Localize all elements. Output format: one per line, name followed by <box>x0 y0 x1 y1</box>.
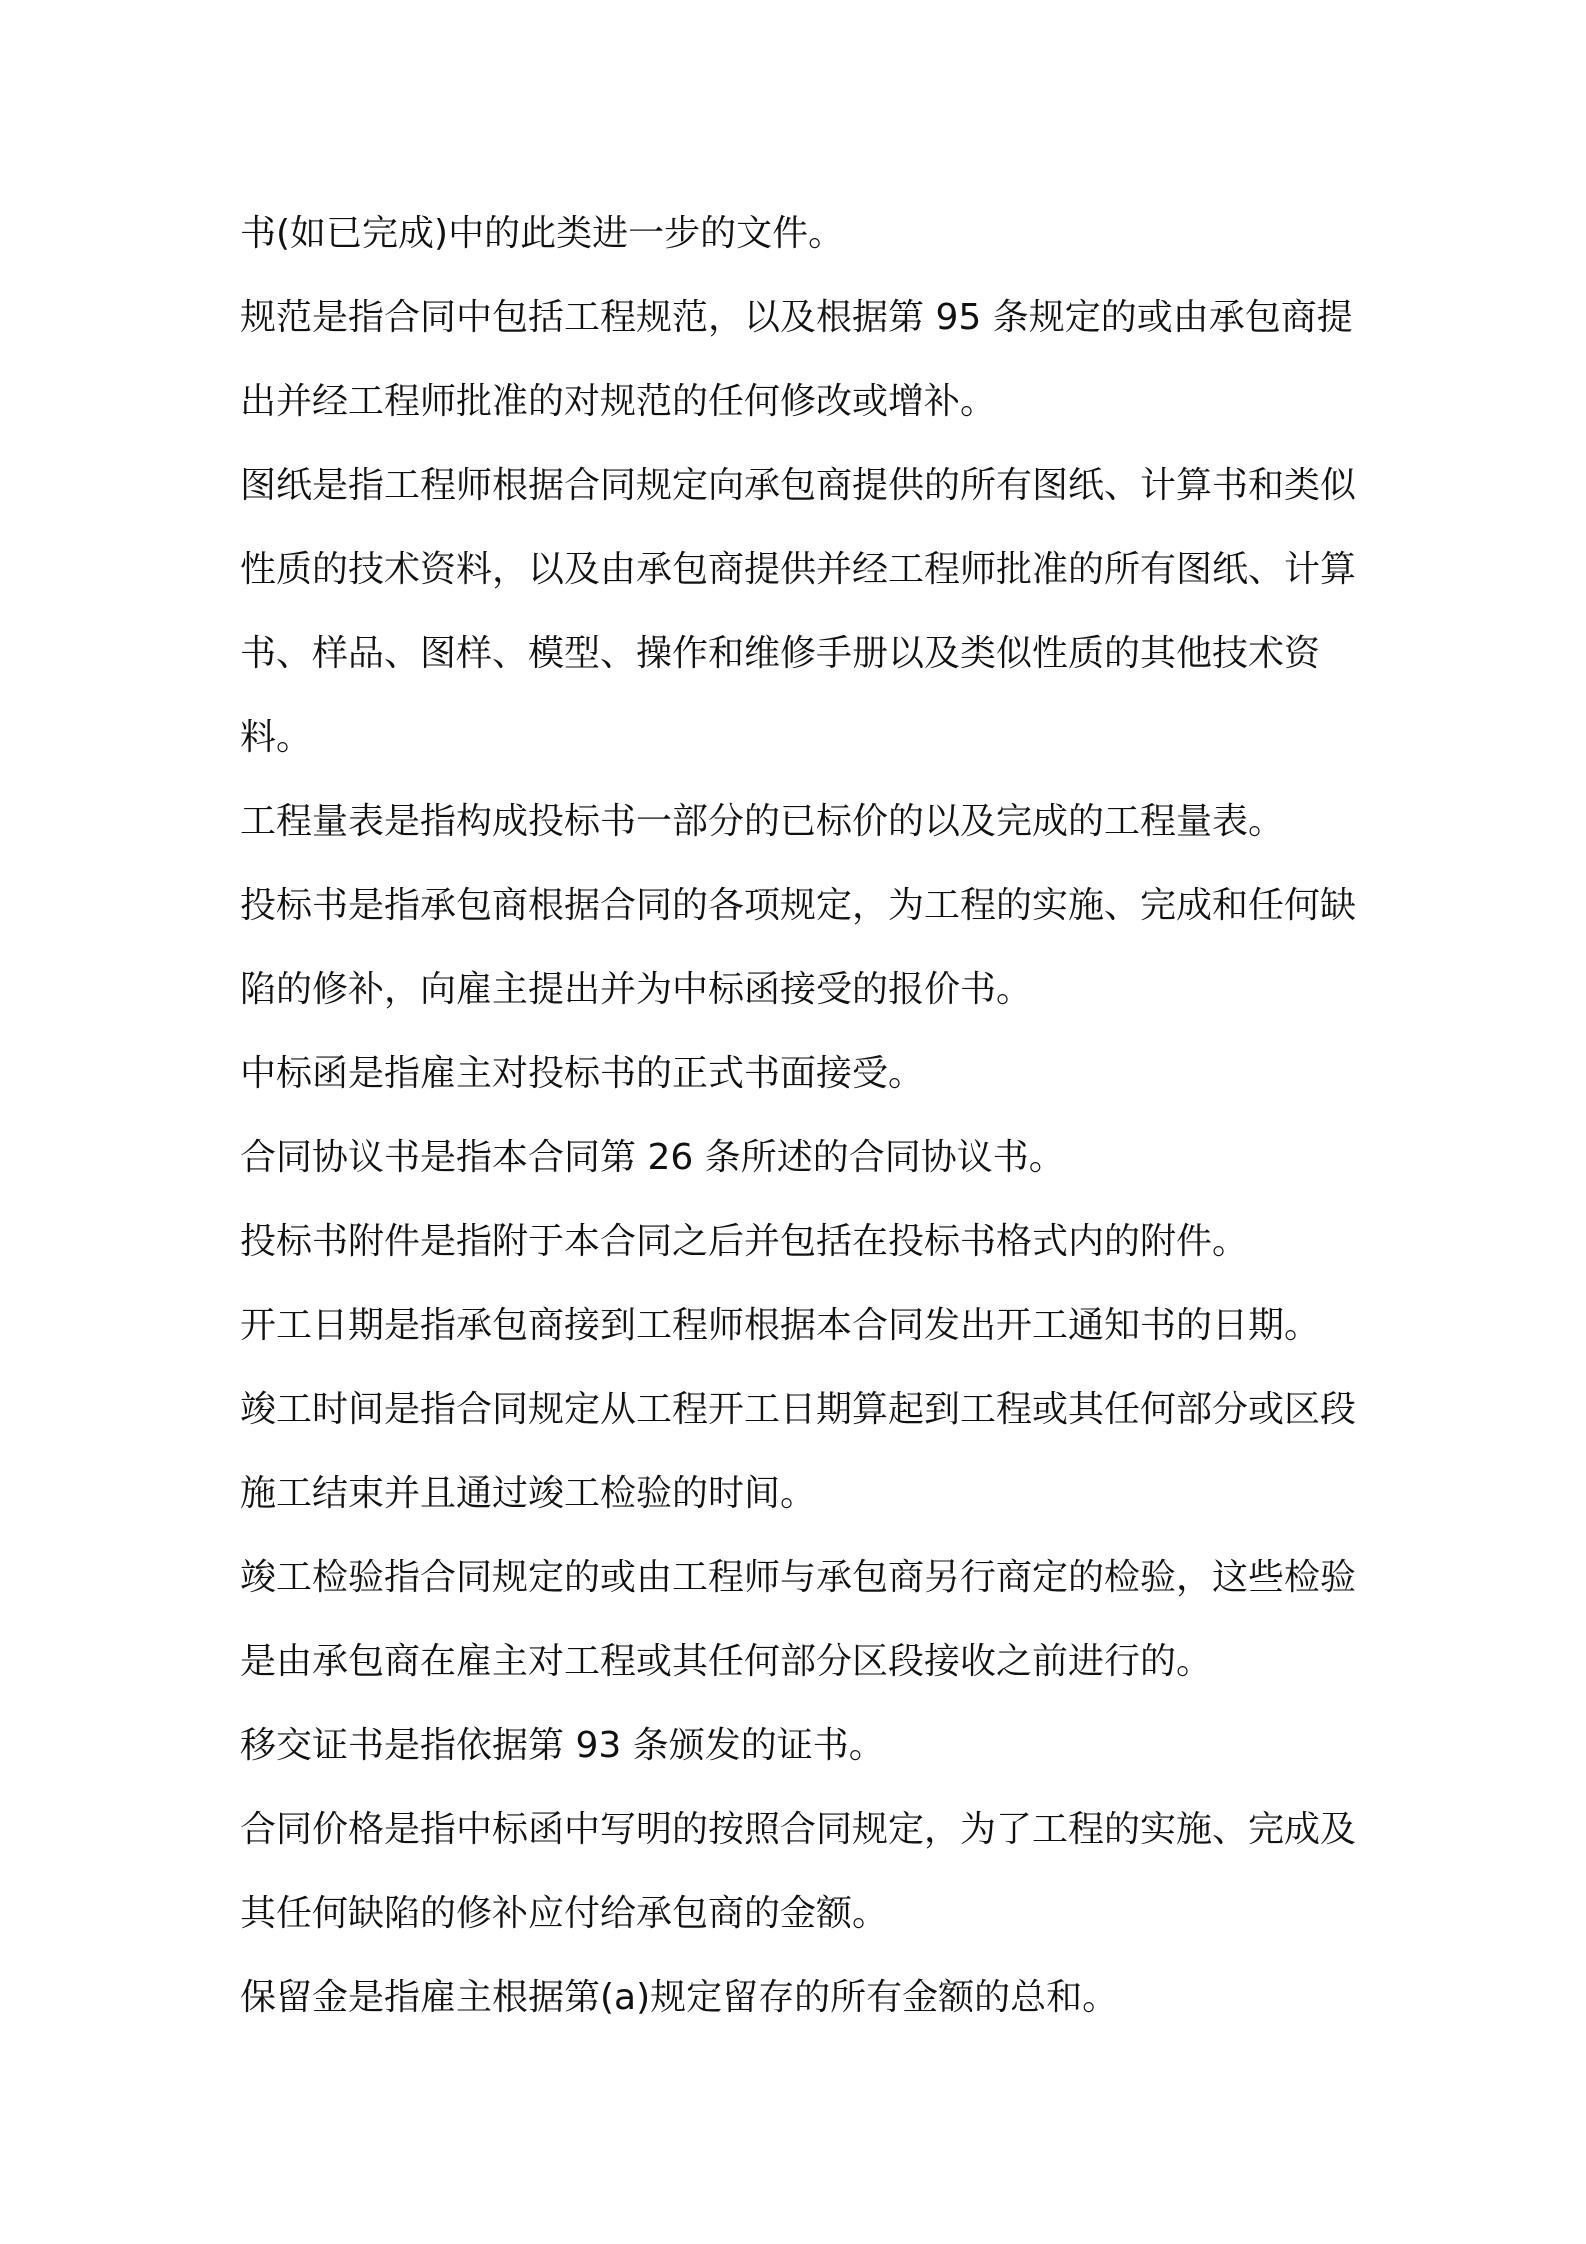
paragraph-specification: 规范是指合同中包括工程规范，以及根据第 95 条规定的或由承包商提出并经工程师批准的对规范的任何修改或增补。 <box>240 297 1353 422</box>
paragraph-time-for-completion: 竣工时间是指合同规定从工程开工日期算起到工程或其任何部分或区段施工结束并且通过竣工检验的时间。 <box>240 1389 1357 1514</box>
paragraph-commencement-date: 开工日期是指承包商接到工程师根据本合同发出开工通知书的日期。 <box>240 1305 1321 1346</box>
paragraph-letter-of-acceptance: 中标函是指雇主对投标书的正式书面接受。 <box>240 1053 925 1094</box>
paragraph-contract-price: 合同价格是指中标函中写明的按照合同规定，为了工程的实施、完成及其任何缺陷的修补应付给承包商的金额。 <box>240 1809 1357 1934</box>
paragraph-taking-over-certificate: 移交证书是指依据第 93 条颁发的证书。 <box>240 1725 885 1766</box>
paragraph-continuation: 书(如已完成)中的此类进一步的文件。 <box>240 213 845 254</box>
paragraph-tests-on-completion: 竣工检验指合同规定的或由工程师与承包商另行商定的检验，这些检验是由承包商在雇主对工程或其任何部分区段接收之前进行的。 <box>240 1557 1357 1682</box>
paragraph-tender: 投标书是指承包商根据合同的各项规定，为工程的实施、完成和任何缺陷的修补，向雇主提出并为中标函接受的报价书。 <box>240 885 1357 1010</box>
paragraph-appendix-to-tender: 投标书附件是指附于本合同之后并包括在投标书格式内的附件。 <box>240 1221 1249 1262</box>
document-body <box>240 192 1360 2040</box>
paragraph-drawings: 图纸是指工程师根据合同规定向承包商提供的所有图纸、计算书和类似性质的技术资料，以及由承包商提供并经工程师批准的所有图纸、计算书、样品、图样、模型、操作和维修手册以及类似性质的其他技术资料。 <box>240 465 1357 758</box>
paragraph-bill-of-quantities: 工程量表是指构成投标书一部分的已标价的以及完成的工程量表。 <box>240 801 1285 842</box>
paragraph-retention-money: 保留金是指雇主根据第(a)规定留存的所有金额的总和。 <box>240 1977 1119 2018</box>
paragraph-contract-agreement: 合同协议书是指本合同第 26 条所述的合同协议书。 <box>240 1137 1065 1178</box>
